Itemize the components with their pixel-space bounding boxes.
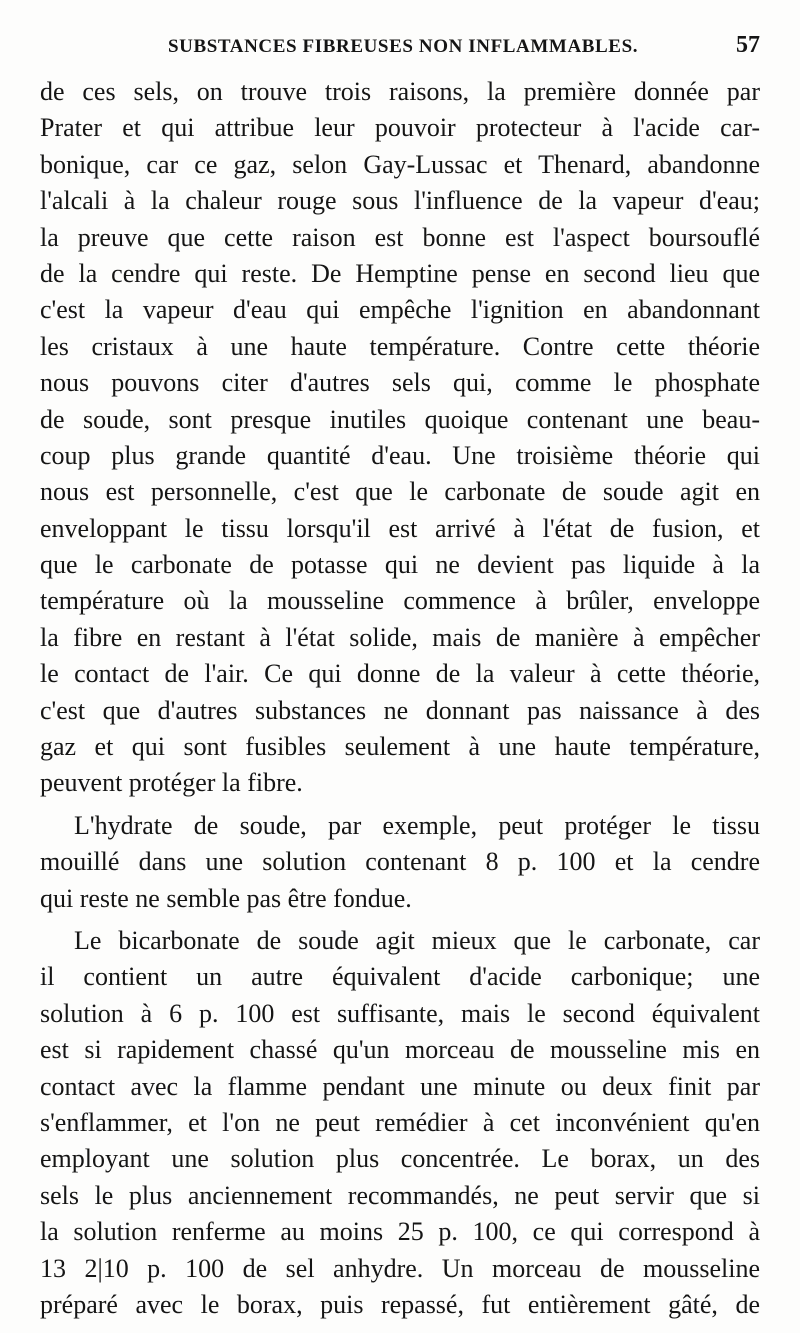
text-line: mouillé dans une solution contenant 8 p. 100 et la cendre [40,847,760,877]
text-line: de ces sels, on trouve trois raisons, la première donnée par [40,77,760,106]
text-line: Le bicarbonate de soude agit mieux que le carbonate, car [74,925,760,955]
text-line: il contient un autre équivalent d'acide carbonique; une [40,962,760,992]
text-line: sels le plus anciennement recommandés, ne peut servir que si [40,1180,760,1210]
paragraph [40,808,760,917]
paragraph [40,74,760,802]
text-line: bonique, car ce gaz, selon Gay-Lussac et Thenard, abandonne [40,149,760,179]
text-line: les cristaux à une haute température. Contre cette théorie [40,331,760,361]
paragraph [40,923,760,1323]
text-line: qui reste ne semble pas être fondue. [40,883,412,913]
running-title: SUBSTANCES FIBREUSES NON INFLAMMABLES. [168,36,639,57]
text-line: solution à 6 p. 100 est suffisante, mais le second équivalent [40,998,760,1028]
text-line: peuvent protéger la fibre. [40,768,303,798]
text-line: L'hydrate de soude, par exemple, peut protéger le tissu [74,810,760,840]
text-line: préparé avec le borax, puis repassé, fut entièrement gâté, de [40,1289,760,1319]
text-line: enveloppant le tissu lorsqu'il est arrivé à l'état de fusion, et [40,513,760,543]
text-line: c'est la vapeur d'eau qui empêche l'ignition en abandonnant [40,295,760,325]
text-line: que le carbonate de potasse qui ne devient pas liquide à la [40,550,760,580]
body-text [40,74,760,1323]
text-line: est si rapidement chassé qu'un morceau de mousseline mis en [40,1035,760,1065]
text-line: c'est que d'autres substances ne donnant pas naissance à des [40,695,760,725]
text-line: l'alcali à la chaleur rouge sous l'influence de la vapeur d'eau; [40,186,760,216]
text-line: contact avec la flamme pendant une minute ou deux finit par [40,1071,760,1101]
text-line: gaz et qui sont fusibles seulement à une haute température, [40,732,760,762]
text-line: nous pouvons citer d'autres sels qui, comme le phosphate [40,368,760,398]
text-line: le contact de l'air. Ce qui donne de la valeur à cette théorie, [40,659,760,689]
page-number: 57 [736,32,760,58]
text-line: Prater et qui attribue leur pouvoir protecteur à l'acide car- [40,113,760,143]
text-line: température où la mousseline commence à brûler, enveloppe [40,586,760,616]
text-line: coup plus grande quantité d'eau. Une troisième théorie qui [40,440,760,470]
text-line: de soude, sont presque inutiles quoique contenant une beau- [40,404,760,434]
text-line: la solution renferme au moins 25 p. 100, ce qui correspond à [40,1217,760,1247]
text-line: nous est personnelle, c'est que le carbonate de soude agit en [40,477,760,507]
text-line: 13 2|10 p. 100 de sel anhydre. Un morceau de mousseline [40,1253,760,1283]
text-line: la preuve que cette raison est bonne est l'aspect boursouflé [40,222,760,252]
running-header [40,32,760,66]
text-line: la fibre en restant à l'état solide, mais de manière à empêcher [40,622,760,652]
text-line: employant une solution plus concentrée. Le borax, un des [40,1144,760,1174]
text-line: s'enflammer, et l'on ne peut remédier à cet inconvénient qu'en [40,1107,760,1137]
text-line: de la cendre qui reste. De Hemptine pense en second lieu que [40,258,760,288]
